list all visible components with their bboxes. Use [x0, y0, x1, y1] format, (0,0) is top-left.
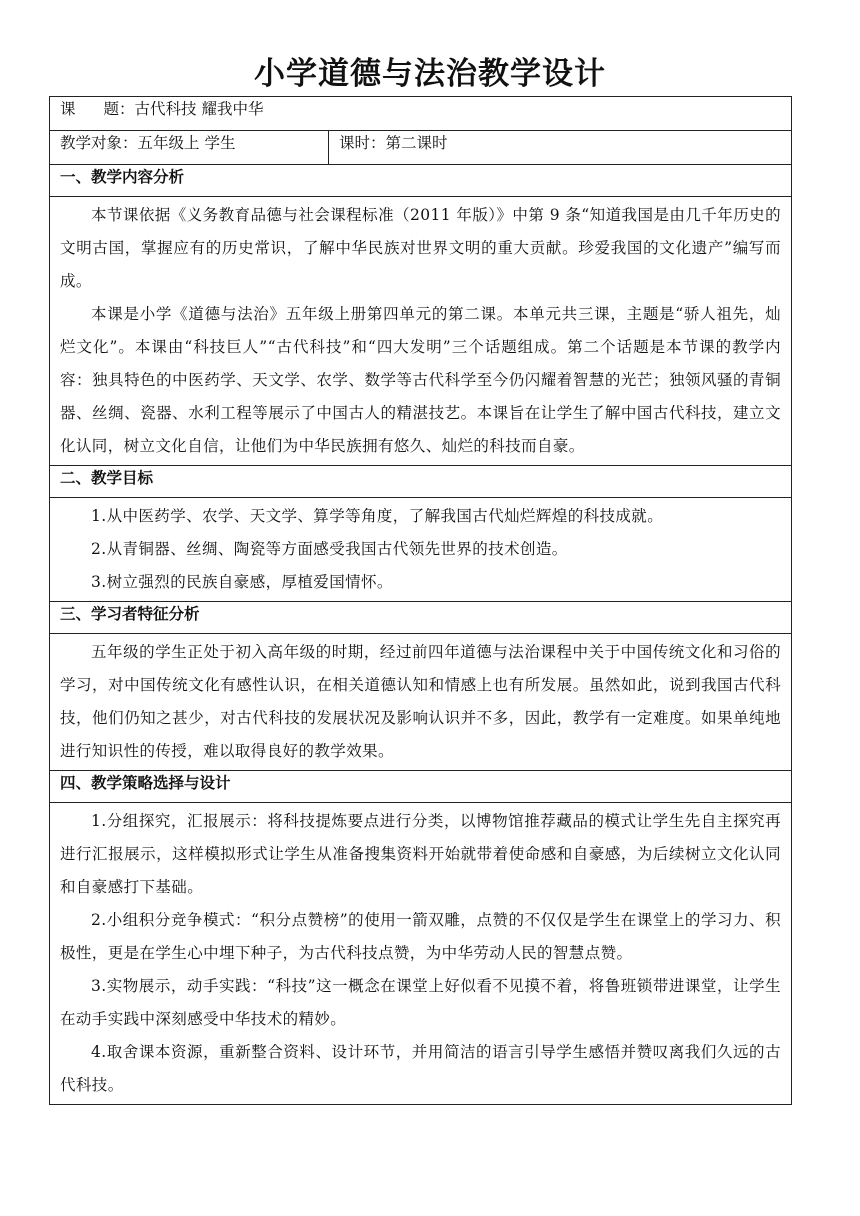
- section-heading-row: [50, 602, 792, 634]
- section-body-content-analysis: [50, 197, 792, 466]
- topic-value: 古代科技 耀我中华: [134, 100, 264, 118]
- strategy-item: 1.分组探究，汇报展示：将科技提炼要点进行分类，以博物馆推荐藏品的模式让学生先自主探究再进行汇报展示，这样模拟形式让学生从准备搜集资料开始就带着使命感和自豪感，为后续树立文化认同和自豪感打下基础。: [60, 812, 781, 896]
- section-heading-row: [50, 771, 792, 803]
- section-body-teaching-strategy: [50, 803, 792, 1105]
- lesson-plan-table: [49, 96, 792, 1105]
- section-heading-teaching-goals: 二、教学目标: [50, 466, 792, 498]
- goal-item: 3.树立强烈的民族自豪感，厚植爱国情怀。: [91, 573, 393, 591]
- paragraph: 本节课依据《义务教育品德与社会课程标准（2011 年版）》中第 9 条“知道我国是由几千年历史的文明古国，掌握应有的历史常识，了解中华民族对世界文明的重大贡献。珍爱我国的文化遗产”编写而成。: [60, 206, 781, 290]
- audience-label: 教学对象：: [60, 134, 138, 152]
- section-body-learner-analysis: [50, 634, 792, 771]
- topic-label: 课: [60, 100, 76, 118]
- audience-value: 五年级上 学生: [137, 134, 236, 152]
- document-title: 小学道德与法治教学设计: [254, 56, 606, 92]
- section-heading-learner-analysis: 三、学习者特征分析: [50, 602, 792, 634]
- goal-item: 1.从中医药学、农学、天文学、算学等角度，了解我国古代灿烂辉煌的科技成就。: [91, 507, 664, 525]
- section-heading-row: [50, 466, 792, 498]
- section-heading-teaching-strategy: 四、教学策略选择与设计: [50, 771, 792, 803]
- period-value: 第二课时: [385, 134, 448, 152]
- paragraph: 五年级的学生正处于初入高年级的时期，经过前四年道德与法治课程中关于中国传统文化和习俗的学习，对中国传统文化有感性认识，在相关道德认知和情感上也有所发展。虽然如此，说到我国古代科技，他们仍知之甚少，对古代科技的发展状况及影响认识并不多，因此，教学有一定难度。如果单纯地进行知识性的传授，难以取得良好的教学效果。: [60, 643, 781, 760]
- period-label: 课时：: [339, 134, 386, 152]
- section-heading-row: [50, 165, 792, 197]
- topic-cell: [50, 97, 792, 131]
- paragraph: 本课是小学《道德与法治》五年级上册第四单元的第二课。本单元共三课，主题是“骄人祖先，灿烂文化”。本课由“科技巨人”“古代科技”和“四大发明”三个话题组成。第二个话题是本节课的教学内容：独具特色的中医药学、天文学、农学、数学等古代科学至今仍闪耀着智慧的光芒；独领风骚的青铜器、丝绸、瓷器、水利工程等展示了中国古人的精湛技艺。本课旨在让学生了解中国古代科技，建立文化认同，树立文化自信，让他们为中华民族拥有悠久、灿烂的科技而自豪。: [60, 305, 781, 455]
- section-body-row: [50, 803, 792, 1105]
- strategy-item: 2.小组积分竞争模式：“积分点赞榜”的使用一箭双雕，点赞的不仅仅是学生在课堂上的学习力、积极性，更是在学生心中埋下种子，为古代科技点赞，为中华劳动人民的智慧点赞。: [60, 911, 781, 962]
- period-cell: [329, 131, 792, 165]
- section-body-row: [50, 634, 792, 771]
- section-body-row: [50, 498, 792, 602]
- audience-period-row: [50, 131, 792, 165]
- section-body-row: [50, 197, 792, 466]
- topic-row: [50, 97, 792, 131]
- audience-cell: [50, 131, 329, 165]
- section-body-teaching-goals: [50, 498, 792, 602]
- topic-label-suffix: 题：: [103, 100, 135, 118]
- strategy-item: 3.实物展示，动手实践：“科技”这一概念在课堂上好似看不见摸不着，将鲁班锁带进课堂，让学生在动手实践中深刻感受中华技术的精妙。: [60, 977, 781, 1028]
- goal-item: 2.从青铜器、丝绸、陶瓷等方面感受我国古代领先世界的技术创造。: [91, 540, 568, 558]
- strategy-item: 4.取舍课本资源，重新整合资料、设计环节，并用简洁的语言引导学生感悟并赞叹离我们久远的古代科技。: [60, 1043, 781, 1094]
- section-heading-content-analysis: 一、教学内容分析: [50, 165, 792, 197]
